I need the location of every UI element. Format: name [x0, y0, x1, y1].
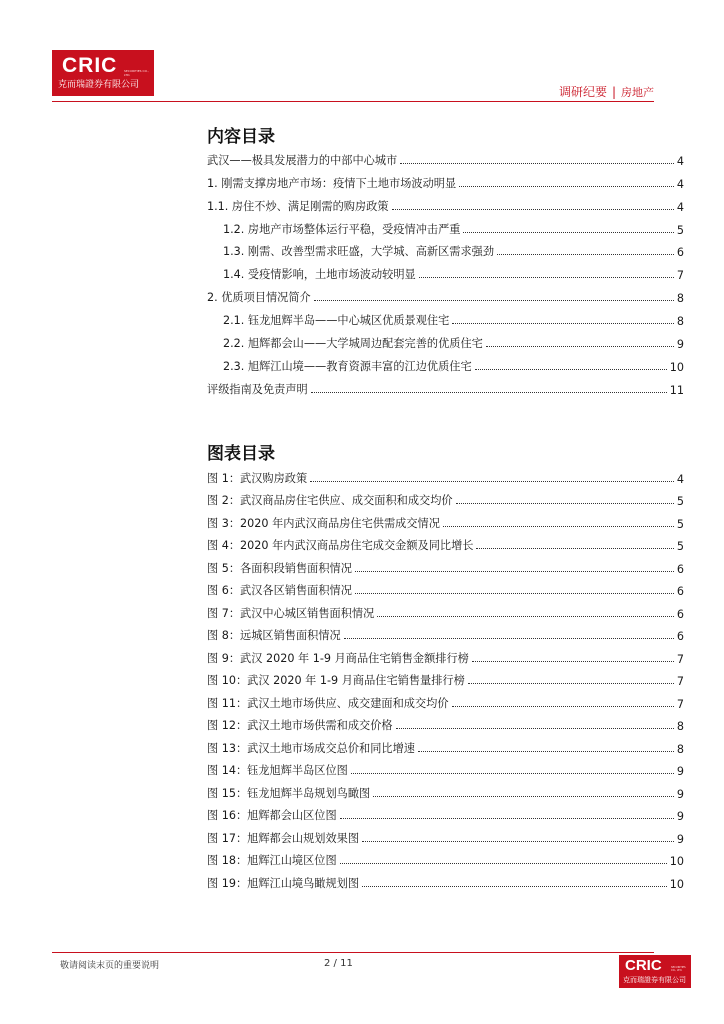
dot-leader — [418, 751, 674, 752]
toc-entry[interactable] — [207, 145, 684, 168]
entry-page-number: 10 — [669, 360, 684, 374]
entry-title: 图 15：钰龙旭辉半岛规划鸟瞰图 — [207, 786, 371, 800]
dot-leader — [476, 548, 673, 549]
footer-notice: 敬请阅读末页的重要说明 — [60, 961, 160, 971]
page-number: 2 / 11 — [324, 958, 353, 969]
toc-entry[interactable] — [207, 351, 684, 374]
entry-title: 图 16：旭辉都会山区位图 — [207, 809, 337, 822]
dot-leader — [340, 863, 667, 864]
entry-page-number: 9 — [676, 832, 684, 846]
contents-title: 内容目录 — [207, 127, 275, 147]
dot-leader — [472, 661, 674, 662]
figure-entry[interactable] — [207, 553, 684, 576]
toc-entry[interactable] — [207, 214, 684, 237]
figure-entry[interactable] — [207, 688, 684, 711]
dot-leader — [400, 163, 674, 164]
entry-page-number: 4 — [676, 154, 684, 168]
logo-tiny-text: SECURITIES CO., LTD. — [124, 69, 149, 77]
entry-page-number: 9 — [676, 810, 684, 823]
entry-title: 图 10：武汉 2020 年 1-9 月商品住宅销售量排行榜 — [207, 674, 465, 687]
entry-title: 图 12：武汉土地市场供需和成交价格 — [207, 719, 393, 732]
category-label: 房地产 — [621, 86, 654, 99]
toc-entry[interactable] — [207, 168, 684, 191]
entry-page-number: 5 — [676, 540, 684, 553]
entry-page-number: 11 — [669, 383, 684, 397]
entry-title: 2. 优质项目情况简介 — [207, 291, 311, 305]
entry-page-number: 5 — [676, 495, 684, 508]
footer-logo-tiny-text: SECURITIES CO., LTD. — [671, 966, 686, 972]
dot-leader — [344, 638, 674, 639]
contents-list — [207, 145, 684, 397]
figure-entry[interactable] — [207, 463, 684, 486]
entry-page-number: 7 — [676, 269, 684, 283]
logo-text: CRIC — [62, 54, 118, 77]
entry-title: 图 7：武汉中心城区销售面积情况 — [207, 606, 375, 620]
entry-page-number: 7 — [676, 697, 684, 711]
entry-title: 图 4：2020 年内武汉商品房住宅成交金额及同比增长 — [207, 539, 474, 552]
figure-entry[interactable] — [207, 598, 684, 621]
entry-page-number: 6 — [676, 246, 684, 260]
toc-entry[interactable] — [207, 374, 684, 397]
dot-leader — [355, 571, 674, 572]
entry-title: 图 13：武汉土地市场成交总价和同比增速 — [207, 741, 415, 755]
entry-page-number: 6 — [676, 630, 684, 643]
entry-title: 图 3：2020 年内武汉商品房住宅供需成交情况 — [207, 516, 440, 530]
entry-page-number: 6 — [676, 562, 684, 576]
entry-page-number: 6 — [676, 607, 684, 621]
entry-page-number: 4 — [676, 472, 684, 486]
entry-title: 1.1. 房住不炒、满足刚需的购房政策 — [207, 199, 389, 213]
figure-entry[interactable] — [207, 531, 684, 554]
toc-entry[interactable] — [207, 259, 684, 282]
entry-title: 图 8：远城区销售面积情况 — [207, 629, 341, 642]
entry-page-number: 10 — [669, 855, 684, 868]
dot-leader — [497, 254, 674, 255]
entry-title: 图 17：旭辉都会山规划效果图 — [207, 831, 360, 845]
figure-entry[interactable] — [207, 666, 684, 689]
dot-leader — [392, 209, 674, 210]
entry-title: 1.4. 受疫情影响，土地市场波动较明显 — [223, 268, 416, 282]
entry-title: 图 5：各面积段销售面积情况 — [207, 561, 352, 575]
entry-page-number: 4 — [676, 177, 684, 191]
figure-entry[interactable] — [207, 733, 684, 756]
entry-title: 2.1. 钰龙旭辉半岛——中心城区优质景观住宅 — [223, 314, 450, 328]
figure-entry[interactable] — [207, 711, 684, 734]
entry-title: 图 9：武汉 2020 年 1-9 月商品住宅销售金额排行榜 — [207, 651, 469, 665]
entry-title: 1. 刚需支撑房地产市场：疫情下土地市场波动明显 — [207, 176, 457, 190]
entry-page-number: 10 — [669, 877, 684, 891]
company-logo — [52, 50, 154, 96]
footer-logo-company-name: 克而瑞證券有限公司 — [623, 976, 686, 984]
figures-list — [207, 463, 684, 891]
header-category — [559, 83, 654, 100]
entry-title: 评级指南及免责声明 — [207, 382, 308, 396]
entry-page-number: 9 — [676, 338, 684, 352]
dot-leader — [340, 818, 674, 819]
toc-entry[interactable] — [207, 305, 684, 328]
dot-leader — [486, 346, 674, 347]
entry-title: 1.3. 刚需、改善型需求旺盛，大学城、高新区需求强劲 — [223, 245, 495, 259]
toc-entry[interactable] — [207, 282, 684, 305]
figure-entry[interactable] — [207, 576, 684, 599]
logo-company-name: 克而瑞證券有限公司 — [58, 80, 140, 90]
header-divider — [52, 101, 654, 102]
entry-title: 图 18：旭辉江山境区位图 — [207, 854, 337, 867]
figure-entry[interactable] — [207, 643, 684, 666]
figure-entry[interactable] — [207, 778, 684, 801]
entry-page-number: 5 — [676, 223, 684, 237]
entry-page-number: 8 — [676, 292, 684, 306]
entry-title: 2.2. 旭辉都会山——大学城周边配套完善的优质住宅 — [223, 337, 483, 351]
figure-entry[interactable] — [207, 801, 684, 824]
entry-page-number: 7 — [676, 675, 684, 688]
dot-leader — [452, 706, 674, 707]
entry-title: 图 2：武汉商品房住宅供应、成交面积和成交均价 — [207, 494, 453, 507]
dot-leader — [468, 683, 674, 684]
dot-leader — [396, 728, 674, 729]
toc-entry[interactable] — [207, 328, 684, 351]
footer-logo-text: CRIC — [625, 957, 662, 974]
dot-leader — [351, 773, 674, 774]
figure-entry[interactable] — [207, 621, 684, 644]
entry-page-number: 9 — [676, 787, 684, 801]
dot-leader — [355, 593, 674, 594]
entry-page-number: 8 — [676, 720, 684, 733]
header-separator: | — [611, 85, 616, 99]
entry-title: 图 6：武汉各区销售面积情况 — [207, 584, 352, 597]
entry-title: 2.3. 旭辉江山境——教育资源丰富的江边优质住宅 — [223, 359, 472, 373]
dot-leader — [475, 369, 667, 370]
dot-leader — [459, 186, 674, 187]
dot-leader — [314, 300, 674, 301]
entry-page-number: 6 — [676, 585, 684, 598]
dot-leader — [463, 232, 673, 233]
figures-title: 图表目录 — [207, 444, 275, 464]
dot-leader — [456, 503, 674, 504]
dot-leader — [443, 526, 674, 527]
doc-type-label: 调研纪要 — [558, 85, 607, 99]
entry-page-number: 7 — [676, 652, 684, 666]
entry-title: 武汉——极具发展潜力的中部中心城市 — [207, 153, 398, 167]
dot-leader — [373, 796, 674, 797]
entry-page-number: 9 — [676, 765, 684, 778]
entry-title: 图 19：旭辉江山境鸟瞰规划图 — [207, 876, 360, 890]
entry-title: 1.2. 房地产市场整体运行平稳，受疫情冲击严重 — [223, 222, 461, 236]
dot-leader — [311, 392, 667, 393]
figure-entry[interactable] — [207, 756, 684, 779]
entry-title: 图 14：钰龙旭辉半岛区位图 — [207, 764, 348, 777]
entry-title: 图 1：武汉购房政策 — [207, 471, 308, 485]
footer-logo — [619, 955, 691, 988]
figure-entry[interactable] — [207, 868, 684, 891]
dot-leader — [452, 323, 674, 324]
figure-entry[interactable] — [207, 823, 684, 846]
dot-leader — [362, 886, 667, 887]
entry-page-number: 5 — [676, 517, 684, 531]
dot-leader — [310, 481, 674, 482]
figure-entry[interactable] — [207, 508, 684, 531]
dot-leader — [377, 616, 674, 617]
toc-entry[interactable] — [207, 191, 684, 214]
entry-page-number: 8 — [676, 315, 684, 329]
figure-entry[interactable] — [207, 486, 684, 509]
dot-leader — [419, 277, 674, 278]
entry-title: 图 11：武汉土地市场供应、成交建面和成交均价 — [207, 696, 449, 710]
figure-entry[interactable] — [207, 846, 684, 869]
toc-entry[interactable] — [207, 237, 684, 260]
entry-page-number: 8 — [676, 742, 684, 756]
footer-divider — [52, 952, 654, 953]
dot-leader — [362, 841, 674, 842]
entry-page-number: 4 — [676, 200, 684, 214]
